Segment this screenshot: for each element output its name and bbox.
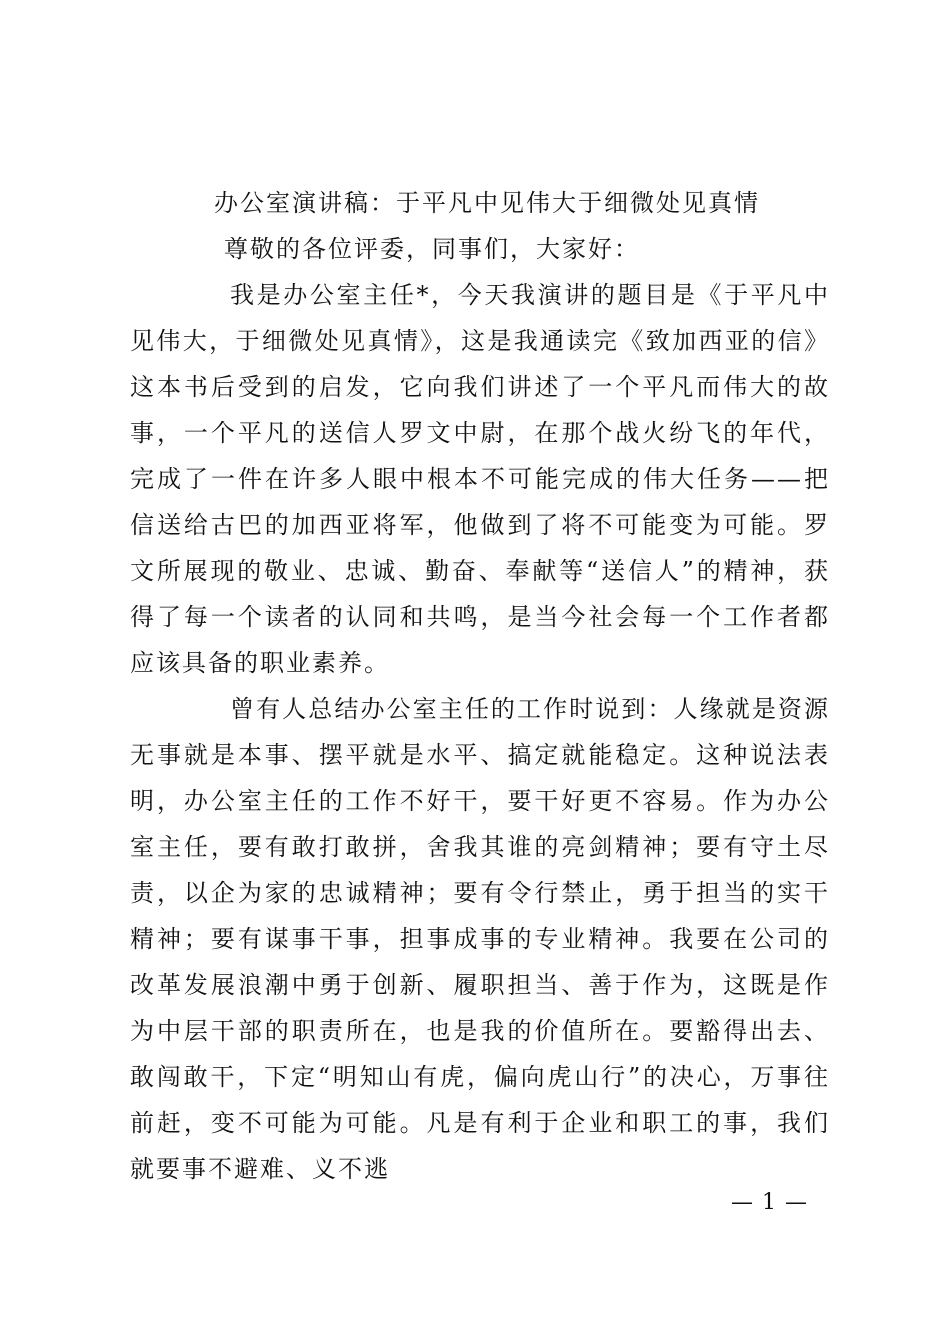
document-title: 办公室演讲稿：于平凡中见伟大于细微处见真情 [214, 189, 760, 217]
greeting-line: 尊敬的各位评委，同事们，大家好： [224, 235, 640, 263]
paragraph-1: 我是办公室主任*，今天我演讲的题目是《于平凡中见伟大，于细微处见真情》，这是我通读完《致加西亚的信》这本书后受到的启发，它向我们讲述了一个平凡而伟大的故事，一个平凡的送信人罗文中尉，在那个战火纷飞的年代，完成了一件在许多人眼中根本不可能完成的伟大任务——把信送给古巴的加西亚将军，他做到了将不可能变为可能。罗文所展现的敬业、忠诚、勤奋、奉献等“送信人”的精神，获得了每一个读者的认同和共鸣，是当今社会每一个工作者都应该具备的职业素养。 [130, 281, 830, 677]
document-body [130, 180, 830, 1192]
page-number: — 1 — [731, 1190, 808, 1215]
paragraph-2: 曾有人总结办公室主任的工作时说到：人缘就是资源无事就是本事、摆平就是水平、搞定就能稳定。这种说法表明，办公室主任的工作不好干，要干好更不容易。作为办公室主任，要有敢打敢拼，舍我其谁的亮剑精神；要有守土尽责，以企为家的忠诚精神；要有令行禁止，勇于担当的实干精神；要有谋事干事，担事成事的专业精神。我要在公司的改革发展浪潮中勇于创新、履职担当、善于作为，这既是作为中层干部的职责所在，也是我的价值所在。要豁得出去、敢闯敢干，下定“明知山有虎，偏向虎山行”的决心，万事往前赶，变不可能为可能。凡是有利于企业和职工的事，我们就要事不避难、义不逃 [130, 695, 830, 1183]
